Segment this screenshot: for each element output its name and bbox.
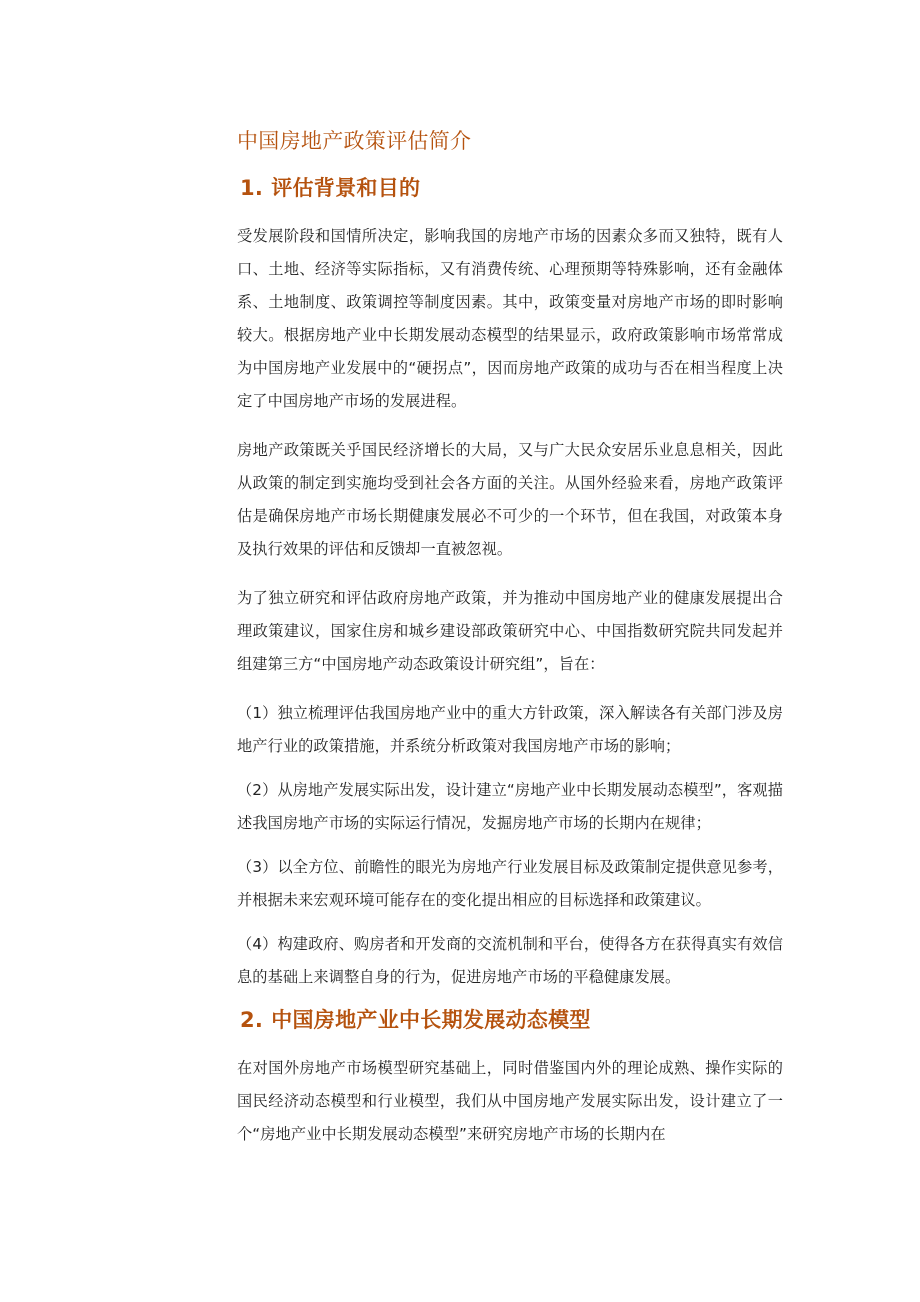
paragraph: 在对国外房地产市场模型研究基础上，同时借鉴国内外的理论成熟、操作实际的国民经济动态模型和行业模型，我们从中国房地产发展实际出发，设计建立了一个“房地产业中长期发展动态模型”来研究房地产市场的长期内在 <box>237 1059 783 1143</box>
document-content <box>237 126 783 1167</box>
list-item: （2）从房地产发展实际出发，设计建立“房地产业中长期发展动态模型”，客观描述我国房地产市场的实际运行情况，发掘房地产市场的长期内在规律； <box>237 781 783 832</box>
list-item: （1）独立梳理评估我国房地产业中的重大方针政策，深入解读各有关部门涉及房地产行业的政策措施，并系统分析政策对我国房地产市场的影响； <box>237 704 783 755</box>
section-dynamic-model <box>237 1005 783 1151</box>
section-heading <box>240 1005 783 1035</box>
section-number: 1. <box>240 176 264 200</box>
section-heading <box>240 173 783 203</box>
document-title: 中国房地产政策评估简介 <box>237 129 472 153</box>
list-item: （4）构建政府、购房者和开发商的交流机制和平台，使得各方在获得真实有效信息的基础上来调整自身的行为，促进房地产市场的平稳健康发展。 <box>237 935 783 986</box>
section-heading-text: 中国房地产业中长期发展动态模型 <box>271 1008 591 1032</box>
list-item: （3）以全方位、前瞻性的眼光为房地产行业发展目标及政策制定提供意见参考，并根据未来宏观环境可能存在的变化提出相应的目标选择和政策建议。 <box>237 858 783 909</box>
section-number: 2. <box>240 1008 264 1032</box>
paragraph: 受发展阶段和国情所决定，影响我国的房地产市场的因素众多而又独特，既有人口、土地、经济等实际指标，又有消费传统、心理预期等特殊影响，还有金融体系、土地制度、政策调控等制度因素。其中，政策变量对房地产市场的即时影响较大。根据房地产业中长期发展动态模型的结果显示，政府政策影响市场常常成为中国房地产业发展中的“硬拐点”，因而房地产政策的成功与否在相当程度上决定了中国房地产市场的发展进程。 <box>237 227 783 410</box>
section-heading-text: 评估背景和目的 <box>271 176 421 200</box>
section-background-purpose <box>237 173 783 994</box>
paragraph: 为了独立研究和评估政府房地产政策，并为推动中国房地产业的健康发展提出合理政策建议，国家住房和城乡建设部政策研究中心、中国指数研究院共同发起并组建第三方“中国房地产动态政策设计研究组”，旨在： <box>237 589 783 673</box>
paragraph: 房地产政策既关乎国民经济增长的大局，又与广大民众安居乐业息息相关，因此从政策的制定到实施均受到社会各方面的关注。从国外经验来看，房地产政策评估是确保房地产市场长期健康发展必不可少的一个环节，但在我国，对政策本身及执行效果的评估和反馈却一直被忽视。 <box>237 441 783 558</box>
